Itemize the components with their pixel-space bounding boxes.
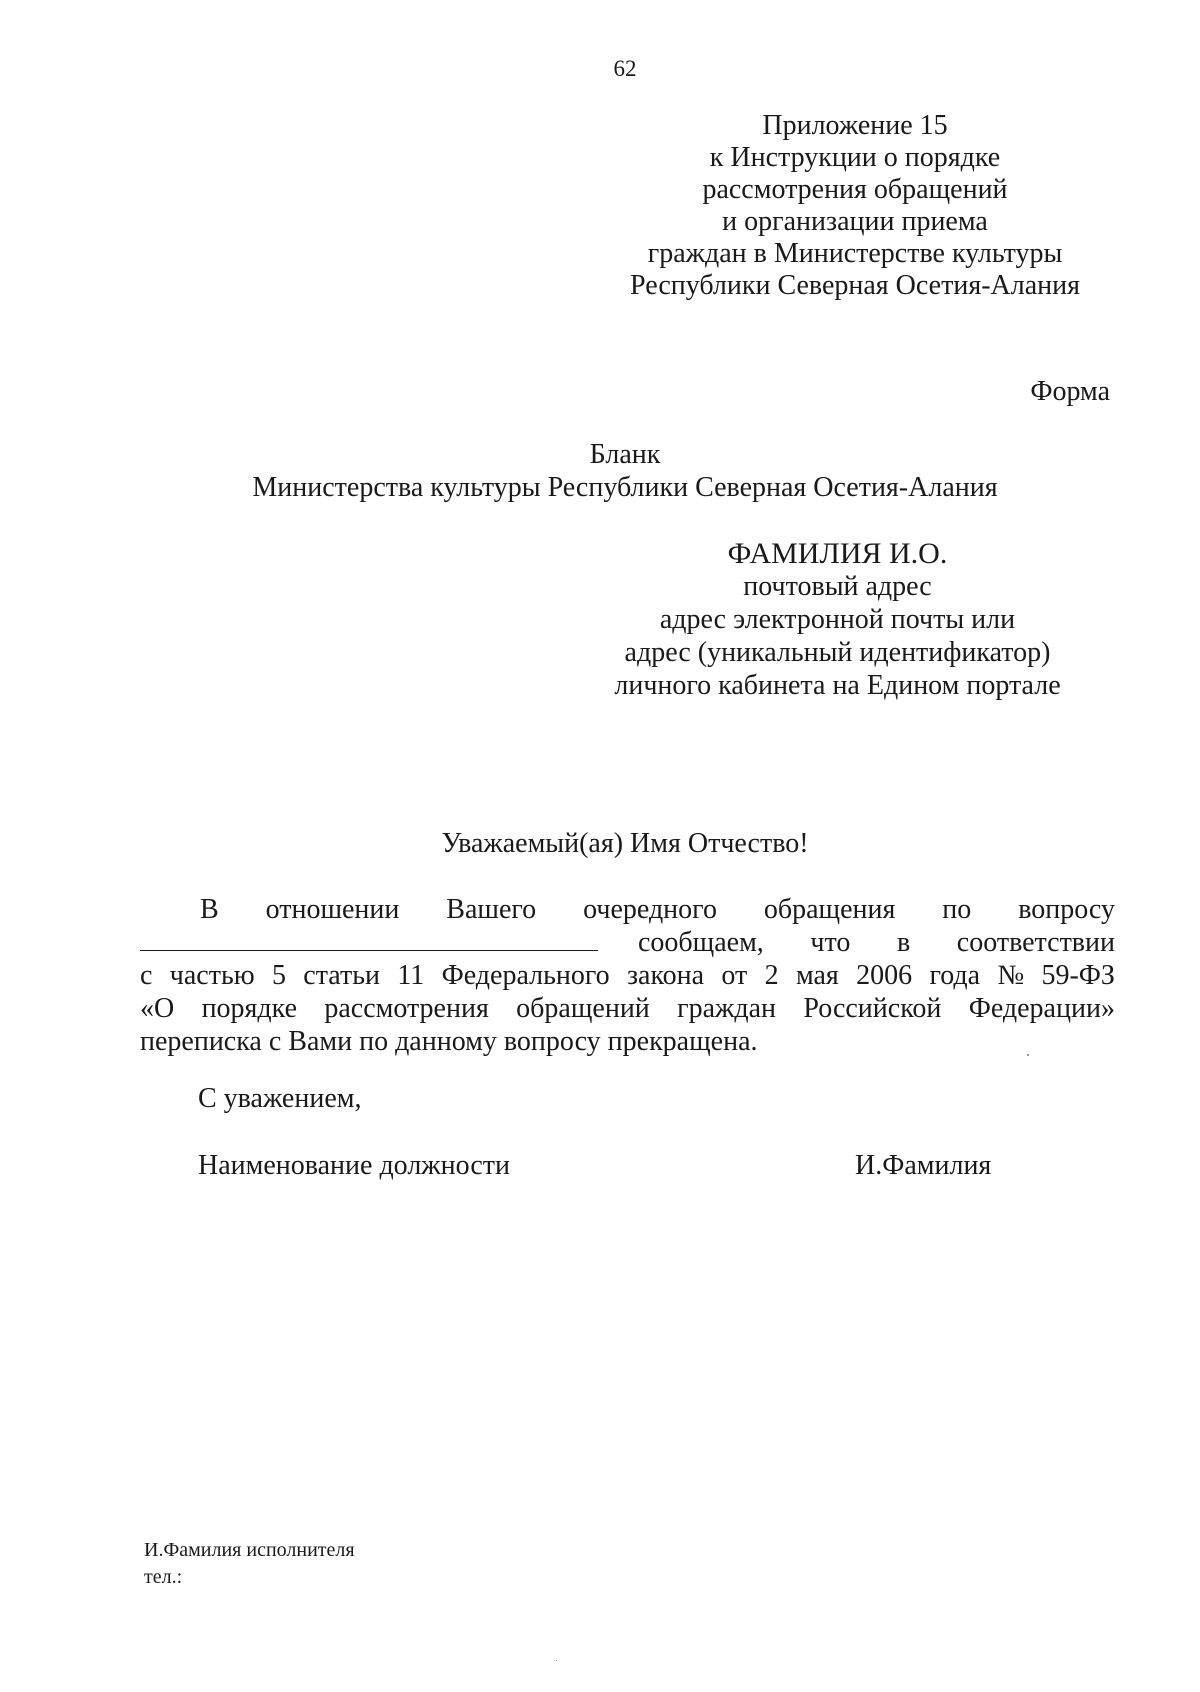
scan-speck (556, 1660, 557, 1661)
body-word: года (929, 960, 981, 991)
addressee-postal-address: почтовый адрес (743, 571, 932, 602)
signer-position: Наименование должности (198, 1150, 510, 1181)
body-word: по (942, 894, 972, 925)
body-word: Российской (803, 993, 942, 1024)
ministry-name: Министерства культуры Республики Северная Осетия-Алания (252, 472, 998, 503)
body-word: 2 (764, 960, 779, 991)
appendix-line: рассмотрения обращений (702, 174, 1008, 205)
signer-name: И.Фамилия (855, 1150, 992, 1181)
salutation: Уважаемый(ая) Имя Отчество! (441, 828, 809, 859)
addressee-email: адрес электронной почты или (659, 604, 1016, 635)
executor-block (144, 1537, 355, 1591)
body-line-4 (140, 992, 1115, 1025)
body-word: что (810, 927, 851, 958)
blank-header (0, 438, 1200, 504)
body-line-2 (140, 926, 1115, 959)
body-word: рассмотрения (324, 993, 489, 1024)
body-word: Федерального (441, 960, 610, 991)
closing: С уважением, (198, 1083, 362, 1114)
body-word: 11 (397, 960, 425, 991)
body-word: с (140, 960, 153, 991)
addressee-block (600, 537, 1075, 702)
executor-phone-label: тел.: (144, 1566, 183, 1588)
body-word: мая (795, 960, 839, 991)
body-word: № (997, 960, 1025, 991)
letter-body (140, 893, 1115, 1058)
body-word: порядке (201, 993, 298, 1024)
appendix-header (590, 110, 1120, 302)
body-word: Вашего (446, 894, 537, 925)
body-word: обращения (763, 894, 896, 925)
body-word: в (896, 927, 911, 958)
appendix-line: Республики Северная Осетия-Алания (630, 270, 1080, 301)
body-word: вопросу (1018, 894, 1115, 925)
body-word: 5 (271, 960, 286, 991)
scan-speck (1027, 1054, 1029, 1056)
body-word: 59-ФЗ (1041, 960, 1115, 991)
question-blank-line (140, 926, 598, 951)
body-word: закона (627, 960, 705, 991)
blank-title: Бланк (589, 439, 661, 470)
body-line-1 (140, 893, 1115, 926)
page-number: 62 (613, 56, 637, 81)
body-word: обращений (516, 993, 650, 1024)
appendix-line: граждан в Министерстве культуры (647, 238, 1063, 269)
appendix-line: Приложение 15 (762, 110, 948, 141)
addressee-portal-cabinet: личного кабинета на Едином портале (614, 670, 1061, 701)
body-word: соответствии (956, 927, 1115, 958)
body-line-3 (140, 959, 1115, 992)
body-word: частью (169, 960, 255, 991)
body-word: В (200, 894, 219, 925)
body-word: очередного (583, 894, 717, 925)
appendix-line: и организации приема (722, 206, 988, 237)
body-word: 2006 (856, 960, 913, 991)
body-word: Федерации» (968, 993, 1115, 1024)
body-word: статьи (303, 960, 380, 991)
appendix-line: к Инструкции о порядке (709, 142, 1001, 173)
addressee-name: ФАМИЛИЯ И.О. (727, 537, 948, 570)
body-word: граждан (677, 993, 777, 1024)
executor-name: И.Фамилия исполнителя (144, 1539, 355, 1561)
body-line-5: переписка с Вами по данному вопросу прекращена. (140, 1026, 758, 1057)
body-word: отношении (265, 894, 400, 925)
body-line-2-words (638, 926, 1115, 959)
body-word: сообщаем, (638, 927, 764, 958)
body-word: «О (140, 993, 175, 1024)
form-label: Форма (1030, 376, 1110, 407)
body-word: от (721, 960, 748, 991)
addressee-portal-id: адрес (уникальный идентификатор) (624, 637, 1051, 668)
